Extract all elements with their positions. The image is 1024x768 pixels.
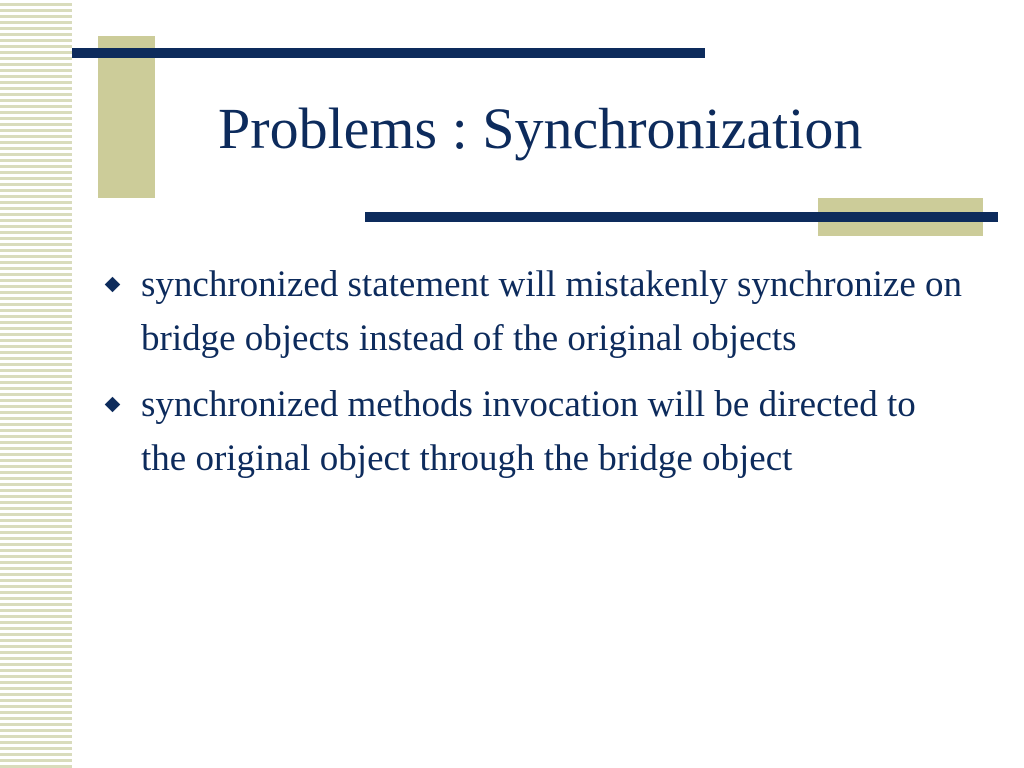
diamond-bullet-icon xyxy=(105,397,121,413)
decorative-rule-bottom xyxy=(365,212,998,222)
bullet-item xyxy=(100,258,970,366)
bullet-list xyxy=(100,258,970,498)
bullet-text: synchronized methods invocation will be directed to the original object through the bridge object xyxy=(141,384,916,479)
slide-title: Problems : Synchronization xyxy=(218,96,863,161)
diamond-bullet-icon xyxy=(105,277,121,293)
bullet-item xyxy=(100,378,970,486)
bullet-text: synchronized statement will mistakenly synchronize on bridge objects instead of the original objects xyxy=(141,264,962,359)
decorative-stripe-band xyxy=(0,0,72,768)
decorative-rule-top xyxy=(72,48,705,58)
decorative-accent-block-top xyxy=(98,36,155,198)
